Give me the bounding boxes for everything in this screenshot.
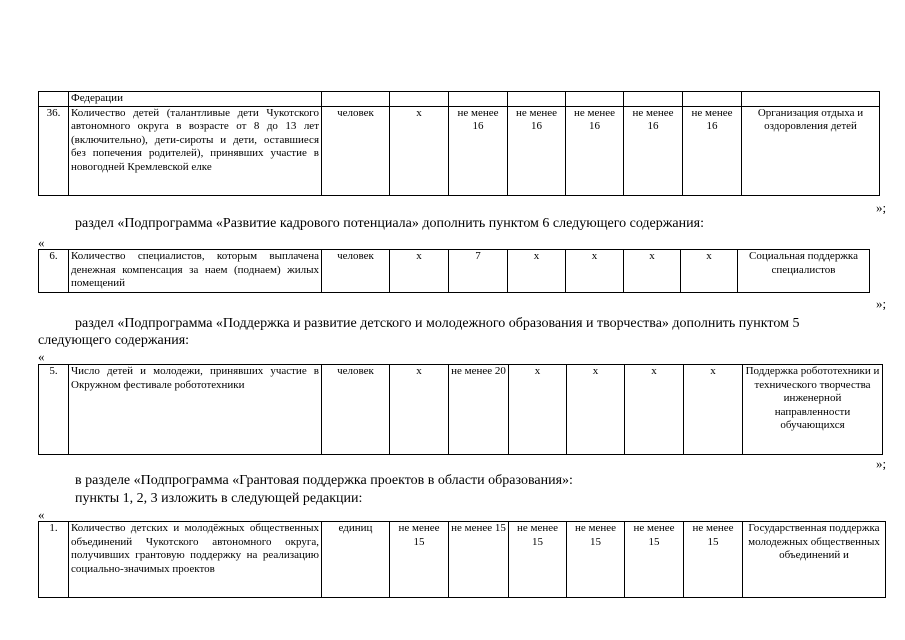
indicator-name: Количество детских и молодёжных общественных объединений Чукотского автономного округа, получивших грантовую поддержку на реализацию социально-значимых проектов: [69, 522, 322, 598]
measure-cell: Поддержка робототехники и технического творчества инженерной направленности обучающихся: [743, 365, 883, 455]
value-cell: х: [567, 365, 625, 455]
value-cell: х: [681, 250, 738, 293]
paragraph: следующего содержания:: [38, 333, 190, 348]
table-row-1: [38, 521, 886, 598]
empty-cell: [390, 92, 449, 107]
open-quote: «: [38, 349, 45, 364]
close-quote: »;: [876, 296, 887, 311]
value-cell: х: [684, 365, 743, 455]
empty-cell: [39, 92, 69, 107]
measure-cell: Государственная поддержка молодежных общественных объединений и: [743, 522, 886, 598]
value-cell: не менее 15: [390, 522, 449, 598]
unit-cell: человек: [322, 365, 390, 455]
open-quote: «: [38, 507, 45, 522]
unit-cell: единиц: [322, 522, 390, 598]
value-cell: не менее 15: [567, 522, 625, 598]
close-quote: »;: [876, 456, 887, 471]
close-quote: »;: [876, 200, 887, 215]
empty-cell: [624, 92, 683, 107]
value-cell: х: [390, 365, 449, 455]
value-cell: не менее 15: [684, 522, 743, 598]
value-cell: х: [509, 365, 567, 455]
indicator-name: Количество детей (талантливые дети Чукотского автономного округа в возрасте от 8 до 13 лет (включительно), дети-сироты и дети, оставшиеся без попечения родителей), принявших участие в новогодней Кремлевской елке: [69, 106, 322, 195]
paragraph: раздел «Подпрограмма «Развитие кадрового потенциала» дополнить пунктом 6 следующего содержания:: [75, 216, 704, 231]
empty-cell: [508, 92, 566, 107]
empty-cell: [683, 92, 742, 107]
indicator-name: Число детей и молодежи, принявших участие в Окружном фестивале робототехники: [69, 365, 322, 455]
empty-cell: [566, 92, 624, 107]
measure-cell: Социальная поддержка специалистов: [738, 250, 870, 293]
value-cell: не менее 16: [683, 106, 742, 195]
measure-cell: Организация отдыха и оздоровления детей: [742, 106, 880, 195]
value-cell: не менее 16: [508, 106, 566, 195]
value-cell: не менее 15: [625, 522, 684, 598]
table-row-5: [38, 364, 883, 455]
paragraph: пункты 1, 2, 3 изложить в следующей редакции:: [75, 491, 363, 506]
indicator-name: Количество специалистов, которым выплачена денежная компенсация за наем (поднаем) жилых помещений: [69, 250, 322, 293]
value-cell: не менее 20: [449, 365, 509, 455]
value-cell: х: [390, 106, 449, 195]
table-row-36: [38, 91, 880, 196]
row-number: 1.: [39, 522, 69, 598]
value-cell: х: [624, 250, 681, 293]
value-cell: не менее 16: [449, 106, 508, 195]
unit-cell: человек: [322, 250, 390, 293]
value-cell: не менее 15: [509, 522, 567, 598]
continuation-cell: Федерации: [69, 92, 322, 107]
empty-cell: [322, 92, 390, 107]
unit-cell: человек: [322, 106, 390, 195]
value-cell: х: [390, 250, 449, 293]
value-cell: х: [508, 250, 566, 293]
row-number: 6.: [39, 250, 69, 293]
value-cell: 7: [449, 250, 508, 293]
table-row-6: [38, 249, 870, 293]
open-quote: «: [38, 235, 45, 250]
paragraph: в разделе «Подпрограмма «Грантовая поддержка проектов в области образования»:: [75, 473, 573, 488]
paragraph: раздел «Подпрограмма «Поддержка и развитие детского и молодежного образования и творчества» дополнить пунктом 5: [75, 316, 800, 331]
value-cell: х: [566, 250, 624, 293]
value-cell: не менее 15: [449, 522, 509, 598]
row-number: 36.: [39, 106, 69, 195]
value-cell: не менее 16: [566, 106, 624, 195]
empty-cell: [742, 92, 880, 107]
empty-cell: [449, 92, 508, 107]
value-cell: не менее 16: [624, 106, 683, 195]
value-cell: х: [625, 365, 684, 455]
row-number: 5.: [39, 365, 69, 455]
